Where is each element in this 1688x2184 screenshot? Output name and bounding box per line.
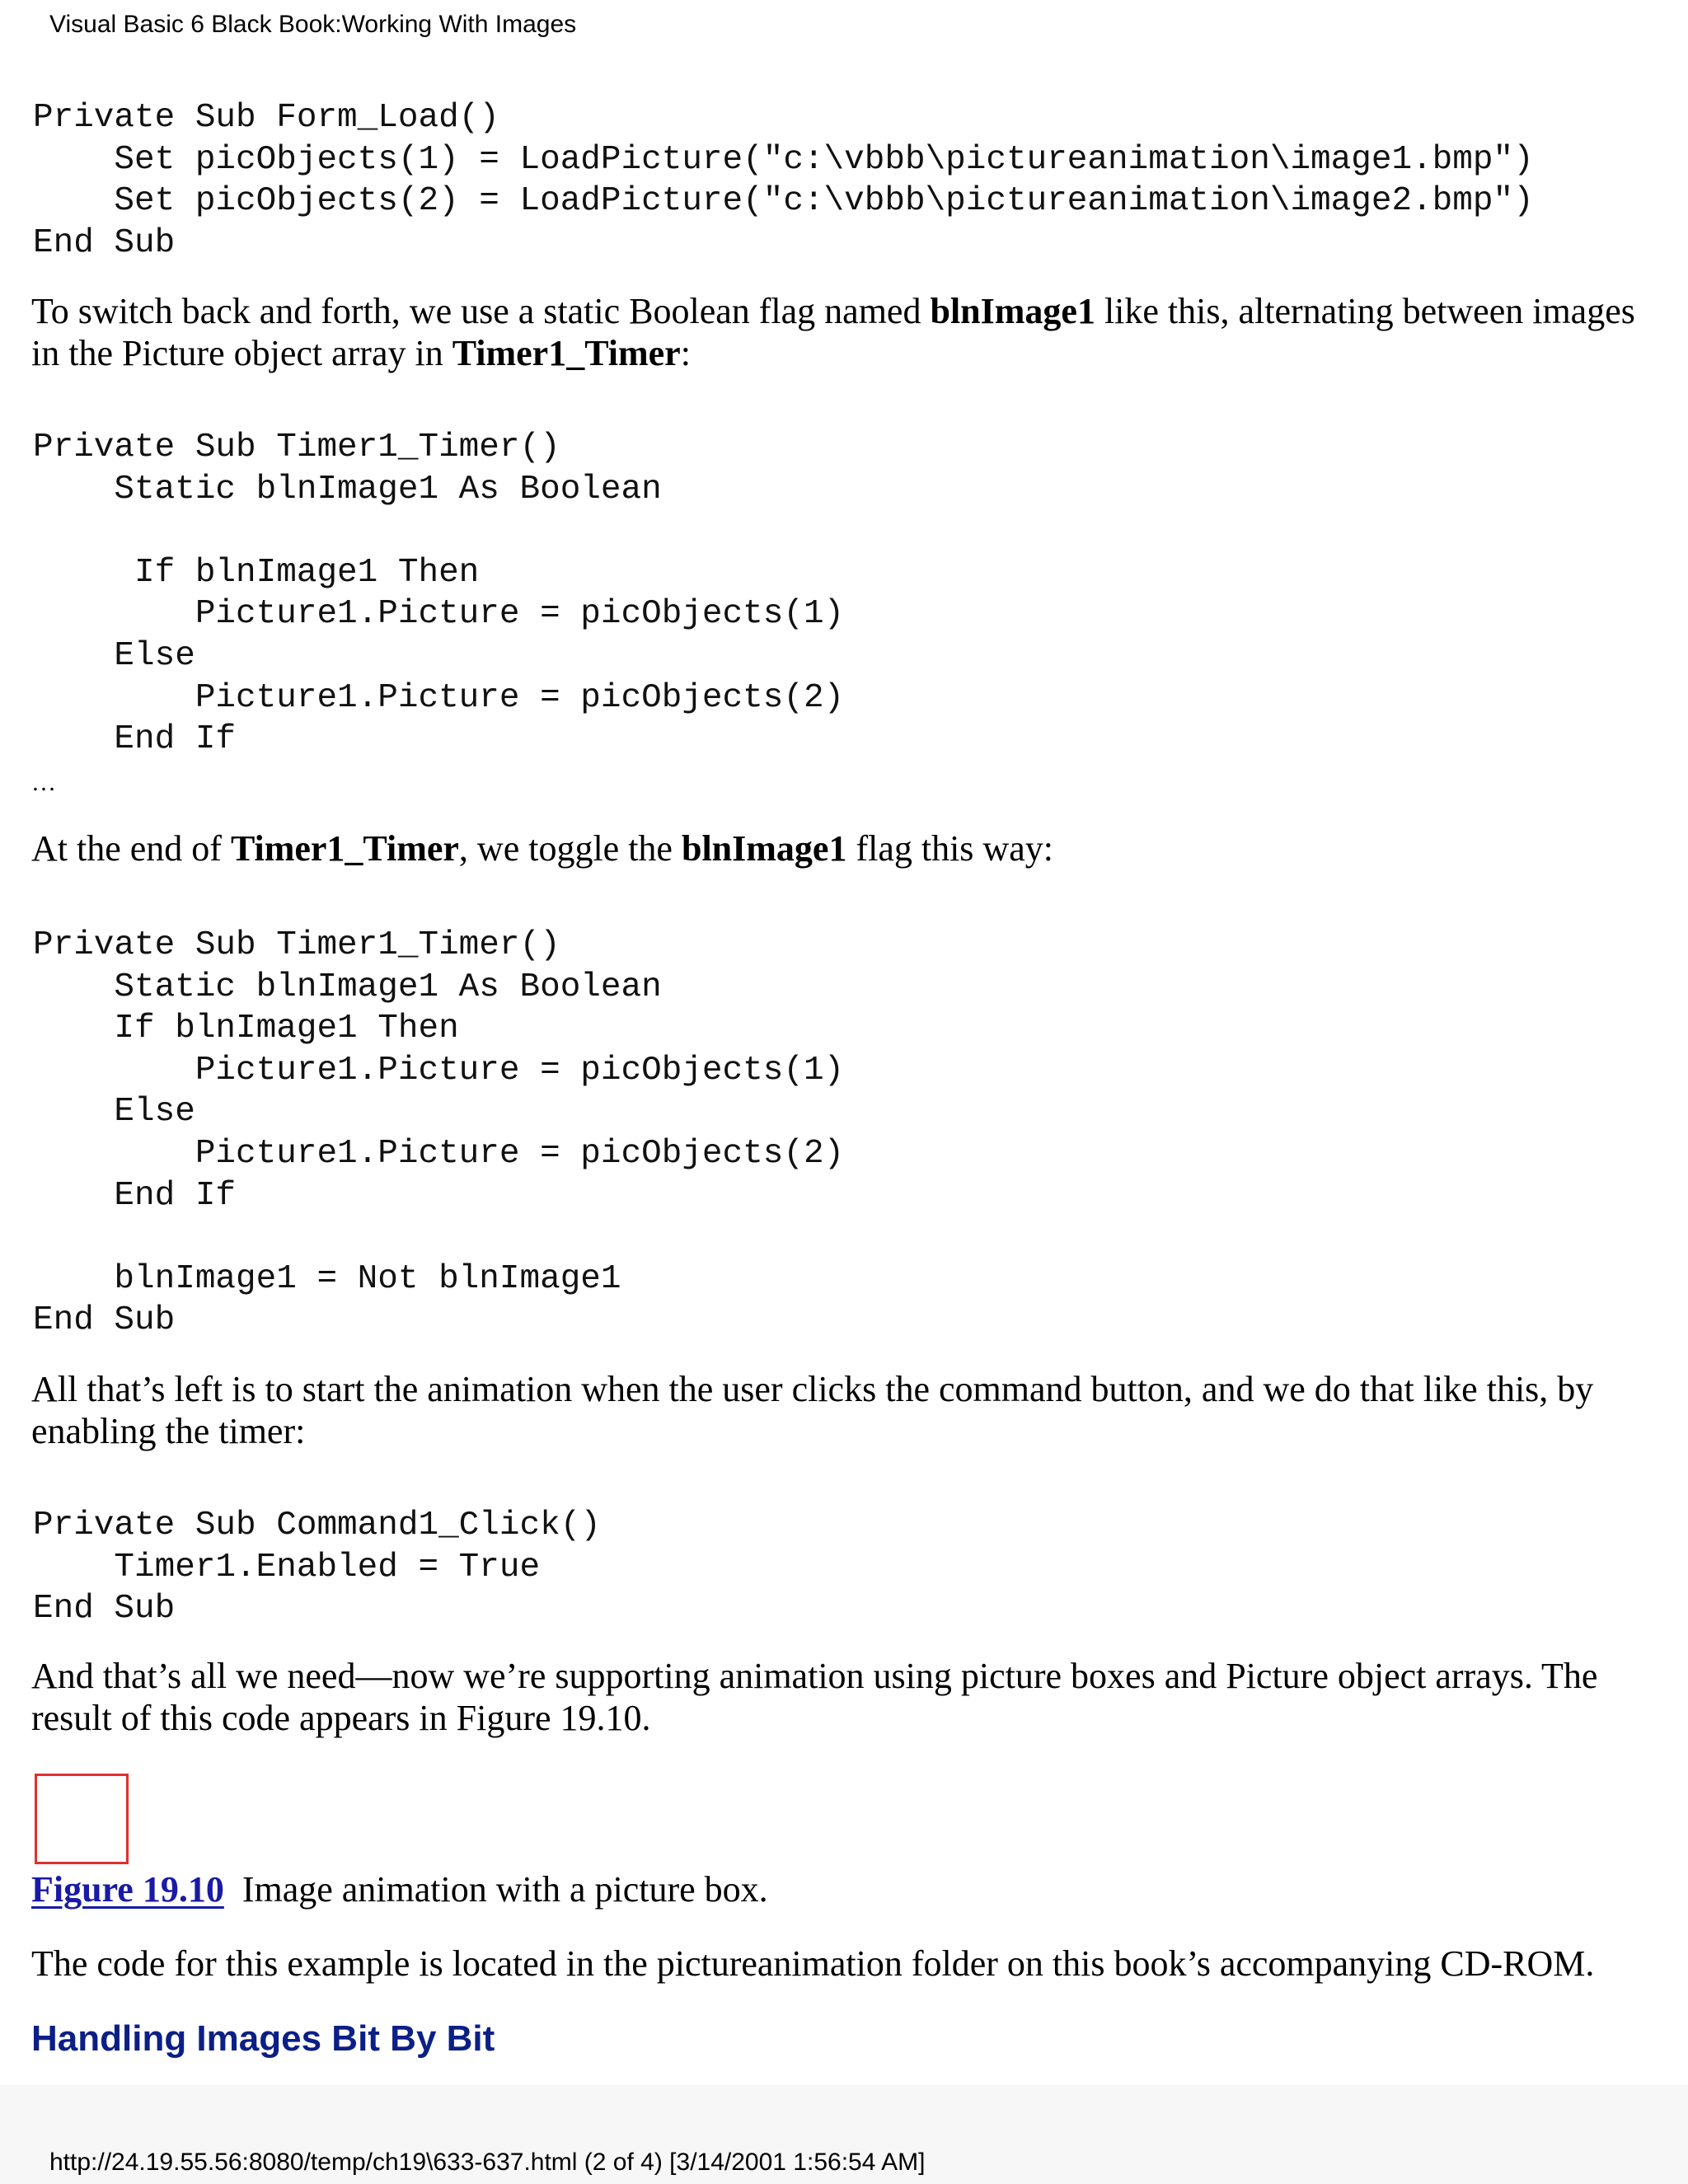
paragraph-text: At the end of [31, 828, 231, 869]
figure-caption-text: Image animation with a picture box. [223, 1869, 768, 1910]
inline-code-term: Timer1_Timer [452, 333, 681, 373]
paragraph-enable-timer: All that’s left is to start the animation when the user clicks the command button, and we do that like this, by enabling the timer: [31, 1369, 1594, 1451]
paragraph-text: like this, alternating between images in the Picture object array in [31, 291, 1635, 373]
paragraph-toggle-flag [31, 827, 1663, 869]
paragraph-result: And that’s all we need—now we’re supporting animation using picture boxes and Picture object arrays. The result of this code appears in Figure 19.10. [31, 1656, 1598, 1738]
broken-image-placeholder[interactable] [35, 1774, 129, 1864]
paragraph-text: : [680, 333, 691, 373]
page-footer-url: http://24.19.55.56:8080/temp/ch19\633-637.html (2 of 4) [3/14/2001 1:56:54 AM] [49, 2149, 926, 2176]
figure-caption [31, 1868, 768, 1912]
paragraph-code-location: The code for this example is located in the pictureanimation folder on this book’s accompanying CD-ROM. [31, 1943, 1595, 1984]
paragraph-text: To switch back and forth, we use a static Boolean flag named [31, 291, 931, 331]
section-heading: Handling Images Bit By Bit [31, 2018, 495, 2059]
paragraph-text: , we toggle the [458, 828, 682, 869]
code-block-timer-partial: Private Sub Timer1_Timer() Static blnImage1 As Boolean If blnImage1 Then Picture1.Picture = picObjects(1) Else Picture1.Picture = picObjects(2) End If [33, 429, 845, 759]
inline-code-term: blnImage1 [930, 291, 1095, 331]
paragraph-text: flag this way: [846, 828, 1053, 869]
code-ellipsis: … [31, 769, 56, 796]
page-header-title: Visual Basic 6 Black Book:Working With Images [49, 11, 577, 38]
code-block-command-click: Private Sub Command1_Click() Timer1.Enabled = True End Sub [33, 1507, 601, 1629]
code-block-form-load: Private Sub Form_Load() Set picObjects(1) = LoadPicture("c:\vbbb\pictureanimation\image1.bmp") Set picObjects(2) = LoadPicture("c:\vbbb\pictureanimation\image2.bmp") End Sub [33, 99, 1534, 262]
paragraph-switch-flag [31, 290, 1663, 374]
inline-code-term: blnImage1 [681, 828, 847, 869]
figure-link[interactable]: Figure 19.10 [31, 1869, 224, 1910]
code-block-timer-full: Private Sub Timer1_Timer() Static blnImage1 As Boolean If blnImage1 Then Picture1.Picture = picObjects(1) Else Picture1.Picture = picObjects(2) End If blnImage1 = Not blnImage1 End Sub [33, 926, 845, 1340]
inline-code-term: Timer1_Timer [230, 828, 459, 869]
